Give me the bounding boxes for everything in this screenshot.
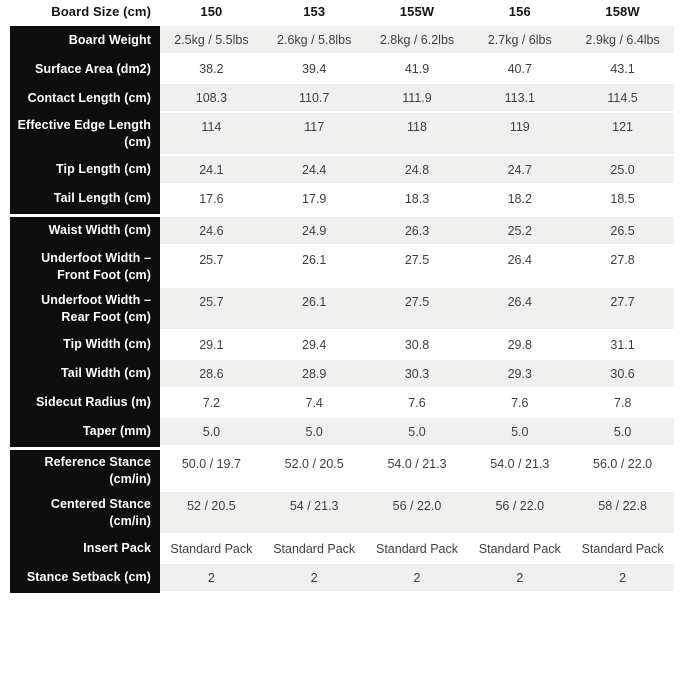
row-label: Sidecut Radius (m)	[10, 389, 160, 418]
spec-value: 26.1	[263, 246, 366, 289]
spec-value: 2.5kg / 5.5lbs	[160, 26, 263, 55]
row-label: Underfoot Width – Rear Foot (cm)	[10, 288, 160, 331]
spec-value: 2	[366, 564, 469, 593]
spec-value: Standard Pack	[468, 535, 571, 564]
spec-value: 58 / 22.8	[571, 492, 674, 535]
spec-value: 27.5	[366, 246, 469, 289]
spec-value: 17.9	[263, 185, 366, 214]
spec-value: 26.1	[263, 288, 366, 331]
spec-value: 111.9	[366, 84, 469, 113]
spec-value: 18.2	[468, 185, 571, 214]
spec-value: 7.6	[468, 389, 571, 418]
spec-value: 5.0	[263, 418, 366, 447]
row-label: Taper (mm)	[10, 418, 160, 447]
spec-value: 27.5	[366, 288, 469, 331]
spec-row	[0, 418, 674, 447]
spec-value: 18.5	[571, 185, 674, 214]
row-label: Insert Pack	[10, 535, 160, 564]
row-label: Tip Length (cm)	[10, 156, 160, 185]
spec-value: 121	[571, 113, 674, 156]
spec-value: 27.7	[571, 288, 674, 331]
spec-value: 24.4	[263, 156, 366, 185]
spec-value: 7.6	[366, 389, 469, 418]
spec-value: 56 / 22.0	[468, 492, 571, 535]
spec-value: 24.8	[366, 156, 469, 185]
spec-value: 117	[263, 113, 366, 156]
row-label: Stance Setback (cm)	[10, 564, 160, 593]
size-column-header: 153	[303, 3, 326, 19]
board-size-header-label: Board Size (cm)	[51, 3, 151, 19]
spec-value: 24.1	[160, 156, 263, 185]
size-column-header: 158W	[605, 3, 640, 19]
spec-value: 30.6	[571, 360, 674, 389]
spec-value: 118	[366, 113, 469, 156]
spec-value: 27.8	[571, 246, 674, 289]
size-column-header: 155W	[399, 3, 435, 19]
spec-value: 26.5	[571, 217, 674, 246]
row-label: Tail Width (cm)	[10, 360, 160, 389]
spec-value: Standard Pack	[571, 535, 674, 564]
spec-row	[0, 217, 674, 246]
row-label: Centered Stance (cm/in)	[10, 492, 160, 535]
spec-row	[0, 26, 674, 55]
spec-table-body	[0, 26, 674, 593]
spec-value: Standard Pack	[263, 535, 366, 564]
spec-value: 7.8	[571, 389, 674, 418]
spec-value: Standard Pack	[366, 535, 469, 564]
spec-value: 25.2	[468, 217, 571, 246]
spec-value: 56.0 / 22.0	[571, 450, 674, 493]
spec-value: 38.2	[160, 55, 263, 84]
spec-value: 2	[160, 564, 263, 593]
spec-section-1	[0, 26, 674, 214]
spec-value: 30.8	[366, 331, 469, 360]
spec-section-3	[0, 450, 674, 593]
spec-value: 40.7	[468, 55, 571, 84]
spec-value: 26.4	[468, 246, 571, 289]
spec-row	[0, 331, 674, 360]
row-label: Effective Edge Length (cm)	[10, 113, 160, 156]
spec-value: 7.4	[263, 389, 366, 418]
spec-value: 54 / 21.3	[263, 492, 366, 535]
spec-value: 56 / 22.0	[366, 492, 469, 535]
spec-value: 54.0 / 21.3	[468, 450, 571, 493]
spec-value: 54.0 / 21.3	[366, 450, 469, 493]
row-label: Board Weight	[10, 26, 160, 55]
spec-row	[0, 246, 674, 289]
row-label: Surface Area (dm2)	[10, 55, 160, 84]
spec-row	[0, 113, 674, 156]
spec-value: 29.4	[263, 331, 366, 360]
spec-value: 119	[468, 113, 571, 156]
spec-value: 5.0	[160, 418, 263, 447]
spec-value: 52.0 / 20.5	[263, 450, 366, 493]
spec-row	[0, 360, 674, 389]
spec-value: 43.1	[571, 55, 674, 84]
row-label: Tip Width (cm)	[10, 331, 160, 360]
spec-row	[0, 535, 674, 564]
spec-value: 25.7	[160, 288, 263, 331]
spec-value: 30.3	[366, 360, 469, 389]
size-column-header: 150	[200, 3, 223, 19]
row-label: Tail Length (cm)	[10, 185, 160, 214]
spec-value: 25.7	[160, 246, 263, 289]
spec-row	[0, 564, 674, 593]
spec-value: 31.1	[571, 331, 674, 360]
spec-value: 41.9	[366, 55, 469, 84]
spec-value: 24.7	[468, 156, 571, 185]
spec-value: 2.7kg / 6lbs	[468, 26, 571, 55]
spec-value: 39.4	[263, 55, 366, 84]
row-label: Underfoot Width – Front Foot (cm)	[10, 246, 160, 289]
spec-value: 108.3	[160, 84, 263, 113]
spec-row	[0, 450, 674, 493]
spec-value: 2	[468, 564, 571, 593]
spec-value: 29.3	[468, 360, 571, 389]
spec-value: 110.7	[263, 84, 366, 113]
spec-row	[0, 389, 674, 418]
spec-row	[0, 492, 674, 535]
spec-value: 24.6	[160, 217, 263, 246]
spec-row	[0, 288, 674, 331]
spec-value: 52 / 20.5	[160, 492, 263, 535]
spec-value: 114	[160, 113, 263, 156]
row-label: Waist Width (cm)	[10, 217, 160, 246]
spec-row	[0, 156, 674, 185]
spec-value: 2.6kg / 5.8lbs	[263, 26, 366, 55]
spec-row	[0, 84, 674, 113]
spec-value: 114.5	[571, 84, 674, 113]
spec-value: 25.0	[571, 156, 674, 185]
size-column-header: 156	[508, 3, 531, 19]
row-label: Reference Stance (cm/in)	[10, 450, 160, 493]
spec-value: 29.1	[160, 331, 263, 360]
spec-value: 50.0 / 19.7	[160, 450, 263, 493]
spec-value: 113.1	[468, 84, 571, 113]
spec-section-2	[0, 217, 674, 447]
spec-value: 18.3	[366, 185, 469, 214]
spec-value: 5.0	[571, 418, 674, 447]
spec-row	[0, 55, 674, 84]
size-header-row	[0, 0, 674, 22]
spec-value: 26.4	[468, 288, 571, 331]
spec-row	[0, 185, 674, 214]
spec-value: 2	[263, 564, 366, 593]
row-label: Contact Length (cm)	[10, 84, 160, 113]
spec-value: 17.6	[160, 185, 263, 214]
spec-value: 26.3	[366, 217, 469, 246]
spec-value: 2.9kg / 6.4lbs	[571, 26, 674, 55]
spec-value: 28.9	[263, 360, 366, 389]
spec-value: 2	[571, 564, 674, 593]
spec-value: 5.0	[468, 418, 571, 447]
spec-value: 29.8	[468, 331, 571, 360]
spec-value: 5.0	[366, 418, 469, 447]
spec-value: Standard Pack	[160, 535, 263, 564]
spec-value: 28.6	[160, 360, 263, 389]
spec-value: 7.2	[160, 389, 263, 418]
spec-value: 24.9	[263, 217, 366, 246]
spec-value: 2.8kg / 6.2lbs	[366, 26, 469, 55]
